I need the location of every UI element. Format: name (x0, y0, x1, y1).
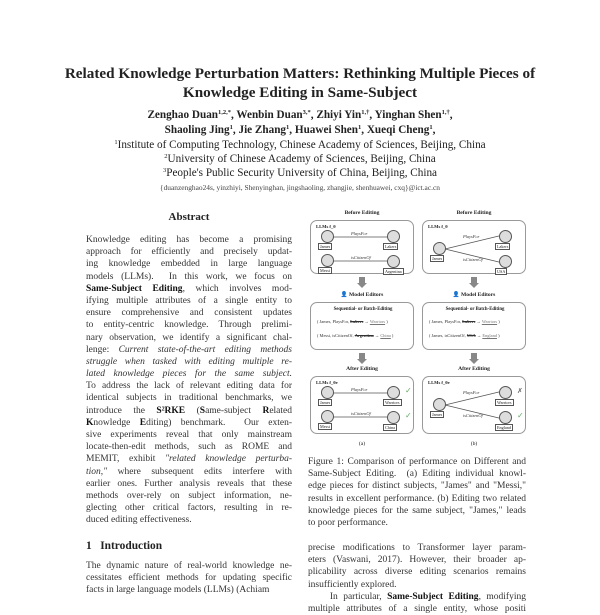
before-editing-panel (310, 220, 414, 274)
subject-label: James (320, 244, 331, 249)
bold-text: Same-Subject Editing (86, 283, 183, 294)
triple-text: ) (385, 319, 388, 324)
author-affiliation-marker: 1 (229, 124, 233, 131)
author-affiliation-marker: 1 (357, 124, 362, 131)
triple-text: → (475, 319, 482, 324)
text-line (86, 429, 292, 441)
subject-node (321, 410, 334, 423)
object-label: England (497, 425, 511, 430)
down-arrow-icon (469, 277, 479, 288)
text-run: duced editing effectiveness. (86, 515, 192, 526)
triple-text: ) (496, 333, 500, 338)
object-node (387, 255, 400, 268)
after-editing-panel (310, 376, 414, 434)
introduction-body (86, 560, 292, 597)
author-name: Zhiyi Yin (316, 109, 362, 121)
text-line (86, 271, 292, 283)
text-line (86, 417, 292, 429)
text-run: precise modifications to Transformer layer param- (308, 543, 526, 553)
abstract-heading: Abstract (168, 211, 210, 223)
subject-label: Messi (320, 424, 331, 429)
after-editing-panel (422, 376, 526, 434)
text-run: approach for efficiently and precisely updat- (86, 247, 292, 258)
text-run: results in excellent performance. (b) Editing two related (308, 493, 526, 504)
triple-text: → (373, 333, 381, 338)
subject-node (433, 398, 446, 411)
text-line (86, 319, 292, 331)
text-run: Same-Subject Editing. (a) Editing individual knowl- (308, 469, 526, 480)
text-line (86, 332, 292, 344)
author-name: Zenghao Duan (147, 109, 219, 121)
editing-method-panel (310, 302, 414, 350)
author-affiliation-marker: 1 (286, 124, 290, 131)
text-line (86, 560, 292, 572)
bold-text: E (139, 417, 147, 428)
text-run: The dynamic nature of real-world knowledge ne- (86, 561, 292, 571)
text-run: to entity-centric knowledge. Through prelimi- (86, 320, 292, 331)
text-line (86, 344, 292, 356)
text-run: locate-then-edit methods, such as ROME and (86, 442, 292, 453)
figure-label-before: Before Editing (344, 210, 380, 216)
before-editing-panel (422, 220, 526, 274)
relation-label: isCitizenOf (463, 257, 483, 262)
affiliation-text: Institute of Computing Technology, Chinese Academy of Sciences, Beijing, China (117, 139, 486, 151)
object-label: Warriors (497, 400, 512, 405)
bold-text: Same-Subject Editing (387, 591, 479, 602)
figure-label-before: Before Editing (456, 210, 492, 216)
italic-text: lated knowledge pieces for the same subject. (86, 369, 292, 380)
result-mark-icon: ✓ (517, 411, 524, 420)
text-line (86, 453, 292, 465)
relation-label: isCitizenOf (463, 413, 483, 418)
text-line (86, 478, 292, 490)
affiliation (40, 166, 560, 180)
text-line (86, 368, 292, 380)
edit-triple (429, 333, 500, 338)
text-line (86, 283, 292, 295)
new-object: Warriors (481, 319, 498, 324)
subject-node (321, 230, 334, 243)
text-line (308, 566, 526, 578)
editors-text: Model Editors (461, 292, 496, 298)
affiliation-number: 1 (114, 139, 118, 146)
text-run: knowledge pieces for the same subject, "James," leads (308, 505, 526, 516)
paper-title (40, 64, 560, 102)
text-run: , modifying (478, 591, 526, 602)
object-node (499, 255, 512, 268)
bold-text: S (199, 405, 206, 416)
subject-node (321, 386, 334, 399)
subject-label: James (320, 400, 331, 405)
model-editors-label (424, 292, 524, 298)
text-run: to poor performance. (308, 517, 388, 528)
subject-node (433, 242, 446, 255)
text-run: To address the lack of relevant editing data for (86, 381, 292, 392)
text-line (86, 258, 292, 270)
text-line (86, 584, 292, 596)
text-run: Figure 1: Comparison of performance on Different and (308, 457, 526, 467)
model-editors-label (312, 292, 412, 298)
text-line (308, 542, 526, 554)
bold-text: K (86, 417, 94, 428)
new-object: China (380, 333, 391, 338)
result-mark-icon: ✓ (405, 386, 412, 395)
text-run: edge pieces for distinct subjects, "James" and "Messi," (308, 481, 526, 492)
subject-label: Messi (320, 268, 331, 273)
text-line (308, 505, 526, 517)
text-line (86, 307, 292, 319)
llm-label: LLMs f_θ (316, 224, 336, 229)
text-run: glecting other critical factors, resulting in re- (86, 503, 292, 514)
result-mark-icon: ✗ (517, 387, 523, 395)
triple-text: → (475, 333, 483, 338)
relation-label: isCitizenOf (351, 255, 371, 260)
text-line (86, 234, 292, 246)
italic-text: "related knowledge perturba- (165, 454, 292, 465)
text-run: facts in large language models (LLMs) (Achiam (86, 585, 270, 596)
right-column-body (308, 542, 526, 615)
author-name: Shaoling Jing (164, 124, 230, 136)
bold-text: R (262, 405, 270, 416)
text-line (308, 591, 526, 603)
figure-label-after: After Editing (458, 366, 490, 372)
text-run: ( (185, 405, 200, 416)
text-line (86, 572, 292, 584)
text-line (308, 468, 526, 480)
affiliation (40, 138, 560, 152)
text-line (308, 456, 526, 468)
text-line (86, 502, 292, 514)
relation-label: PlaysFor (463, 234, 480, 239)
text-run: eters (Vaswani, 2017). However, their broader ap- (308, 555, 526, 566)
subfigure-label: (b) (470, 441, 478, 447)
author-affiliation-marker: 1,2,* (218, 109, 232, 116)
author-emails: {duanzenghao24s, yinzhiyi, Shenyinghan, jingshaoling, zhangjie, shenhuawei, cxq}@ict.ac.cn (160, 183, 440, 192)
text-line (86, 295, 292, 307)
text-run: earlier ones. Further analysis reveals that these (86, 478, 292, 489)
object-node (387, 230, 400, 243)
title-line: Knowledge Editing in Same-Subject (182, 84, 418, 101)
relation-label: PlaysFor (463, 390, 480, 395)
text-line (308, 554, 526, 566)
editors-text: Model Editors (349, 292, 384, 298)
editor-icon: 👤 (340, 292, 350, 298)
text-run: diting) benchmark. Our exten- (146, 417, 292, 428)
old-object: Lakers (350, 319, 364, 324)
down-arrow-icon (357, 277, 367, 288)
text-run: sive experiments reveal that only mainstream (86, 430, 292, 440)
text-run: In particular, (308, 591, 388, 602)
text-line (308, 579, 526, 591)
author-affiliation-marker: 1,† (441, 109, 450, 116)
triple-text: ) (390, 333, 394, 338)
text-run: insufficiently explored. (308, 579, 397, 590)
affiliations (40, 138, 560, 180)
llm-label: LLMs f_θe (428, 380, 450, 385)
title-line: Related Knowledge Perturbation Matters: Rethinking Multiple Pieces of (64, 65, 536, 82)
text-line (86, 392, 292, 404)
text-line (308, 603, 526, 615)
italic-text: tion," (86, 466, 108, 477)
object-label: Argentina (385, 269, 402, 274)
section-heading-introduction (86, 540, 162, 552)
triple-text: ( Messi, isCitizenOf, (317, 333, 355, 338)
relation-label: PlaysFor (351, 231, 368, 236)
italic-text: struggle when tasked with editing multiple re- (86, 356, 292, 367)
text-run: ing knowledge embedded in large language (86, 259, 292, 270)
triple-text: ) (497, 319, 500, 324)
text-run: lenge: (86, 344, 119, 355)
edit-triple (317, 319, 388, 324)
object-label: China (385, 425, 396, 430)
text-line (308, 493, 526, 505)
editing-method-panel (422, 302, 526, 350)
author-affiliation-marker: 1,† (361, 109, 370, 116)
object-node (387, 386, 400, 399)
text-line (86, 356, 292, 368)
affiliation-text: University of Chinese Academy of Sciences, Beijing, China (167, 153, 436, 165)
editor-icon: 👤 (452, 292, 462, 298)
author-name: Yinghan Shen (374, 109, 442, 121)
down-arrow-icon (469, 353, 479, 364)
subfigure-label: (a) (358, 441, 366, 447)
figure-caption (308, 456, 526, 529)
italic-text: Current state-of-the-art editing methods (118, 344, 292, 355)
text-line (86, 246, 292, 258)
text-run: plicability across diverse editing scenarios remains (308, 567, 526, 578)
paper-header (40, 64, 560, 192)
new-object: Warriors (369, 319, 386, 324)
text-line (86, 441, 292, 453)
subject-label: James (432, 256, 443, 261)
object-label: Warriors (385, 400, 400, 405)
text-line (86, 380, 292, 392)
abstract-body (86, 234, 292, 527)
text-run: cessitates efficient methods for updating specific (86, 573, 292, 584)
llm-label: LLMs f_θe (316, 380, 338, 385)
text-line (86, 490, 292, 502)
text-run: models (LLMs). In this work, we focus on (86, 271, 292, 282)
text-run: nowledge (93, 417, 140, 428)
edit-triple (317, 333, 393, 338)
object-node (387, 411, 400, 424)
editing-method-label: Sequential- or Batch-Editing (333, 307, 393, 312)
author-name: Huawei Shen (294, 124, 358, 136)
new-object: England (482, 333, 497, 338)
section-number: 1 (86, 540, 92, 552)
text-run: ame-subject (205, 405, 263, 416)
text-run: where subsequent edits interfere with (107, 466, 292, 477)
old-object: Argentina (354, 333, 374, 338)
object-label: Lakers (385, 244, 397, 249)
text-line (86, 514, 292, 526)
figure-label-after: After Editing (346, 366, 378, 372)
affiliation-text: People's Public Security University of China, Beijing, China (166, 167, 438, 179)
object-label: USA (497, 269, 506, 274)
relation-label: PlaysFor (351, 387, 368, 392)
text-run: ifying multiple attributes of a single entity to (86, 295, 292, 306)
text-run: introduce the (86, 405, 157, 416)
triple-text: ( James, PlaysFor, (429, 319, 463, 324)
triple-text: ( James, isCitizenOf, (429, 333, 467, 338)
affiliation (40, 152, 560, 166)
text-run: , which involves mod- (182, 283, 292, 294)
text-line (308, 517, 526, 529)
author-name: Xueqi Cheng (366, 124, 430, 136)
author-list: Zenghao Duan$^{1,2,*}$, Wenbin Duan$^{3,*}$, Zhiyi Yin$^{1,\dagger}$, Yinghan Shen$^{1,\dagger}$, Shaoling Jing$^1$, Jie Zhang$^1$, Huawei Shen$^1$, Xueqi Cheng$^1$, (147, 109, 453, 136)
triple-text: → (363, 319, 370, 324)
old-object: Lakers (462, 319, 476, 324)
text-run: elated (269, 405, 292, 416)
llm-label: LLMs f_θ (428, 224, 448, 229)
author-name: Jie Zhang (238, 124, 287, 136)
text-run: nary observation, we identify a significant chal- (86, 332, 292, 343)
subject-node (321, 254, 334, 267)
text-line (86, 405, 292, 417)
affiliation-number: 3 (162, 167, 167, 174)
object-node (499, 230, 512, 243)
object-node (499, 386, 512, 399)
triple-text: ( James, PlaysFor, (317, 319, 351, 324)
text-line (86, 466, 292, 478)
author-name: Wenbin Duan (236, 109, 303, 121)
text-run: multiple attributes of a single entity, whose positi (308, 603, 526, 614)
text-run: identical subjects in traditional benchmarks, we (86, 393, 292, 404)
text-line (308, 480, 526, 492)
editing-method-label: Sequential- or Batch-Editing (445, 307, 505, 312)
text-run: ensure comprehensive and consistent updates (86, 308, 292, 319)
text-run: methods over-rely on subject information, ne- (86, 490, 292, 501)
author-affiliation-marker: 1 (429, 124, 433, 131)
figure-1 (308, 206, 528, 456)
subject-label: James (432, 412, 443, 417)
author-affiliation-marker: 3,* (302, 109, 311, 116)
down-arrow-icon (357, 353, 367, 364)
affiliation-number: 2 (164, 153, 168, 160)
edit-triple (429, 319, 500, 324)
text-run: Knowledge editing has become a promising (86, 235, 292, 245)
object-label: Lakers (497, 244, 509, 249)
bold-text: S²RKE (156, 405, 186, 416)
old-object: USA (466, 333, 476, 338)
object-node (499, 411, 512, 424)
relation-label: isCitizenOf (351, 411, 371, 416)
text-run: MEMIT, exhibit (86, 454, 166, 465)
section-title: Introduction (100, 540, 163, 552)
result-mark-icon: ✓ (405, 411, 412, 420)
